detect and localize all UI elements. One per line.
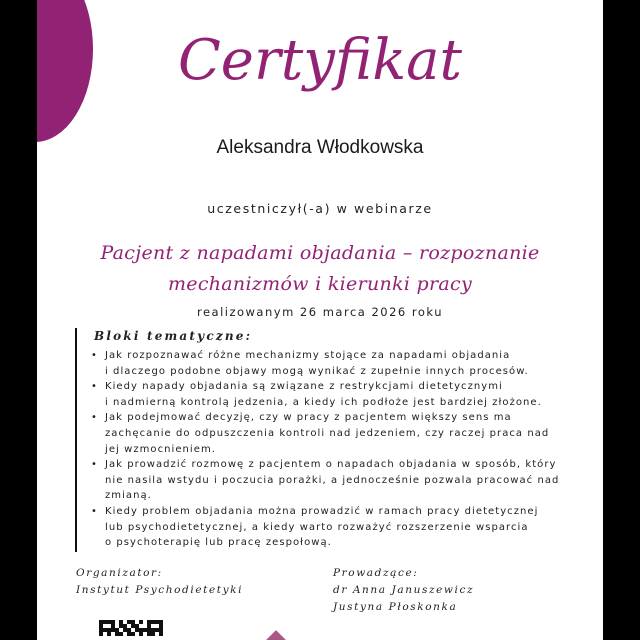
topic-item bbox=[91, 457, 577, 504]
qr-code-icon[interactable] bbox=[99, 620, 163, 640]
bullet-icon: • bbox=[91, 381, 98, 393]
bullet-icon: • bbox=[91, 505, 98, 517]
certificate-page bbox=[37, 0, 603, 640]
topic-line: i dlaczego podobne objawy mogą wynikać z zupełnie innych procesów. bbox=[105, 365, 529, 377]
topic-line: Kiedy problem objadania można prowadzić w ramach pracy dietetycznej bbox=[105, 505, 539, 517]
host-name: dr Anna Januszewicz bbox=[333, 584, 475, 596]
topic-line: o psychoterapię lub pracę zespołową. bbox=[105, 537, 332, 549]
webinar-date: realizowanym 26 marca 2026 roku bbox=[196, 305, 444, 319]
topic-item bbox=[91, 410, 577, 457]
topic-line: zachęcanie do odpuszczenia kontroli nad jedzeniem, czy raczej praca nad bbox=[105, 427, 550, 439]
decorative-diamond bbox=[266, 630, 286, 640]
organizer-block bbox=[76, 565, 243, 599]
topic-line: Kiedy napady objadania są związane z restrykcjami dietetycznymi bbox=[105, 381, 503, 393]
topic-line: i nadmierną kontrolą jedzenia, a kiedy ich podłoże jest bardziej złożone. bbox=[105, 396, 542, 408]
topics-block bbox=[75, 328, 577, 552]
topic-line: Jak rozpoznawać różne mechanizmy stojące za napadami objadania bbox=[105, 350, 511, 361]
topic-line: lub psychodietetycznej, a kiedy warto rozważyć rozszerzenie wsparcia bbox=[105, 521, 529, 533]
webinar-title-line: mechanizmów i kierunki pracy bbox=[167, 273, 473, 295]
webinar-title bbox=[37, 238, 603, 300]
hosts-label: Prowadzące: bbox=[333, 567, 419, 579]
bullet-icon: • bbox=[91, 459, 98, 471]
topic-item bbox=[91, 504, 577, 551]
topics-list bbox=[91, 348, 577, 551]
participation-text: uczestniczył(-a) w webinarze bbox=[207, 201, 433, 216]
topic-item bbox=[91, 348, 577, 379]
topic-line: Jak podejmować decyzję, czy w pracy z pacjentem większy sens ma bbox=[105, 412, 512, 424]
hosts-block bbox=[333, 565, 474, 616]
bullet-icon: • bbox=[91, 350, 98, 361]
topic-line: zmianą. bbox=[105, 490, 152, 502]
topic-line: jej wzmocnieniem. bbox=[105, 443, 216, 455]
topic-line: nie nasila wstydu i poczucia porażki, a jednocześnie pozwala pracować nad bbox=[105, 474, 560, 486]
topic-item bbox=[91, 379, 577, 410]
bullet-icon: • bbox=[91, 412, 98, 424]
topic-line: Jak prowadzić rozmowę z pacjentem o napadach objadania w sposób, który bbox=[105, 459, 557, 471]
recipient-name: Aleksandra Włodkowska bbox=[216, 137, 424, 158]
organizer-label: Organizator: bbox=[76, 567, 163, 579]
host-name: Justyna Płoskonka bbox=[333, 601, 458, 613]
webinar-title-line: Pacjent z napadami objadania – rozpoznanie bbox=[100, 242, 540, 264]
organizer-name: Instytut Psychodietetyki bbox=[76, 584, 244, 596]
topics-heading: Bloki tematyczne: bbox=[94, 329, 253, 343]
certificate-title: Certyfikat bbox=[177, 28, 463, 93]
